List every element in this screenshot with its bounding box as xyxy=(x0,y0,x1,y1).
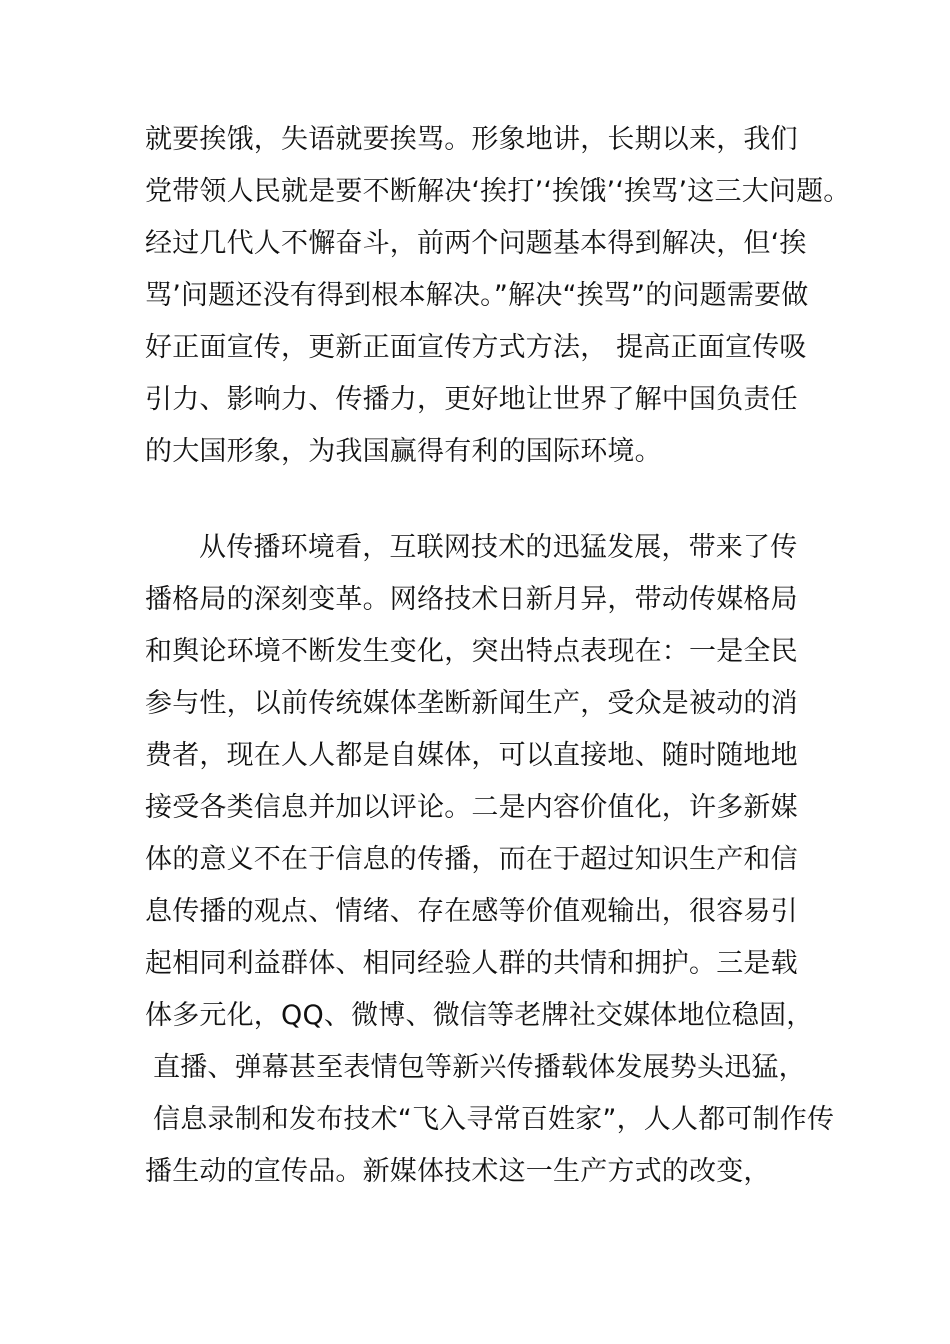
text-line: 党带领人民就是要不断解决‘挨打’‘挨饿’‘挨骂’这三大问题。 xyxy=(145,176,851,207)
text-line: 播生动的宣传品。新媒体技术这一生产方式的改变， xyxy=(145,1156,771,1187)
text-line: 起相同利益群体、相同经验人群的共情和拥护。三是载 xyxy=(145,948,798,979)
text-line: 经过几代人不懈奋斗，前两个问题基本得到解决，但‘挨 xyxy=(145,228,807,259)
text-line: 的大国形象，为我国赢得有利的国际环境。 xyxy=(145,436,662,467)
text-line: 费者，现在人人都是自媒体，可以直接地、随时随地地 xyxy=(145,740,798,771)
text-line: 参与性，以前传统媒体垄断新闻生产，受众是被动的消 xyxy=(145,688,798,719)
text-line: 从传播环境看，互联网技术的迅猛发展，带来了传 xyxy=(199,532,798,563)
text-line: 就要挨饿，失语就要挨骂。形象地讲，长期以来，我们 xyxy=(145,124,798,155)
text-line: 体多元化，QQ、微博、微信等老牌社交媒体地位稳固， xyxy=(145,1000,814,1031)
text-line: 体的意义不在于信息的传播，而在于超过知识生产和信 xyxy=(145,844,798,875)
text-line: 接受各类信息并加以评论。二是内容价值化，许多新媒 xyxy=(145,792,798,823)
text-line: 骂’问题还没有得到根本解决。”解决“挨骂”的问题需要做 xyxy=(145,280,809,311)
text-line: 好正面宣传，更新正面宣传方式方法， 提高正面宣传吸 xyxy=(145,332,807,363)
text-line: 播格局的深刻变革。网络技术日新月异，带动传媒格局 xyxy=(145,584,798,615)
text-line: 信息录制和发布技术“飞入寻常百姓家”，人人都可制作传 xyxy=(153,1104,835,1135)
text-line: 息传播的观点、情绪、存在感等价值观输出，很容易引 xyxy=(145,896,798,927)
text-line: 和舆论环境不断发生变化，突出特点表现在：一是全民 xyxy=(145,636,798,667)
text-line: 直播、弹幕甚至表情包等新兴传播载体发展势头迅猛， xyxy=(153,1052,806,1083)
text-line: 引力、影响力、传播力，更好地让世界了解中国负责任 xyxy=(145,384,798,415)
